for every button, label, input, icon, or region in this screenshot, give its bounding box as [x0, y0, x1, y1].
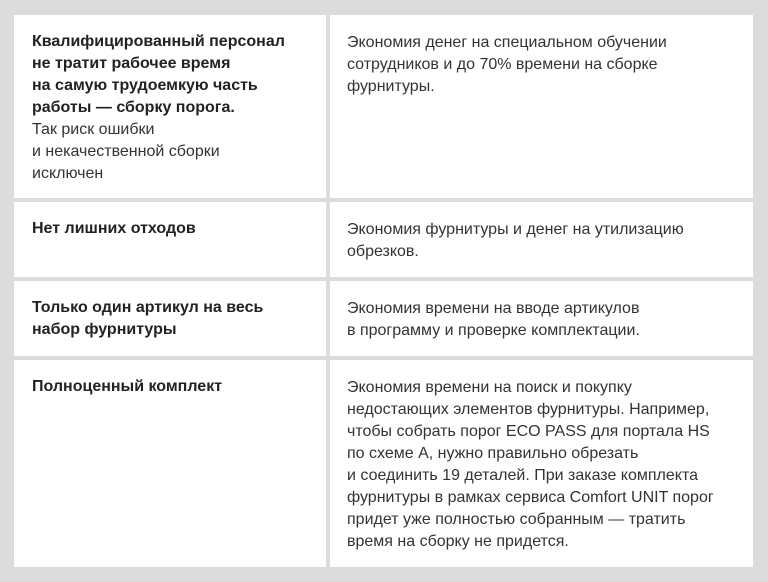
table-cell-feature [14, 281, 326, 356]
table-cell-benefit [330, 15, 753, 198]
table-cell-benefit [330, 360, 753, 567]
benefits-table [14, 15, 753, 567]
feature-note: Так риск ошибки и некачественной сборки исключен [32, 121, 220, 182]
feature-title: Полноценный комплект [32, 378, 223, 395]
benefit-text: Экономия денег на специальном обучении сотрудников и до 70% времени на сборке фурнитуры. [347, 34, 667, 95]
benefit-text: Экономия времени на вводе артикулов в программу и проверке комплектации. [347, 300, 640, 339]
table-cell-feature [14, 202, 326, 277]
feature-title: Нет лишних отходов [32, 220, 196, 237]
benefit-text: Экономия времени на поиск и покупку недостающих элементов фурнитуры. Например, чтобы собрать порог ECO PASS для портала HS по схеме А, нужно правильно обрезать и соединить 19 деталей. При заказе комплекта фурнитуры в рамках сервиса Comfort UNIT порог придет уже полностью собранным — тратить время на сборку не придется. [347, 379, 714, 550]
feature-title: Квалифицированный персонал не тратит рабочее время на самую трудоемкую часть работы — сборку порога. [32, 33, 285, 116]
benefit-text: Экономия фурнитуры и денег на утилизацию обрезков. [347, 221, 684, 260]
feature-title: Только один артикул на весь набор фурнитуры [32, 299, 264, 338]
table-cell-benefit [330, 202, 753, 277]
table-cell-feature [14, 360, 326, 567]
table-cell-benefit [330, 281, 753, 356]
table-cell-feature [14, 15, 326, 198]
